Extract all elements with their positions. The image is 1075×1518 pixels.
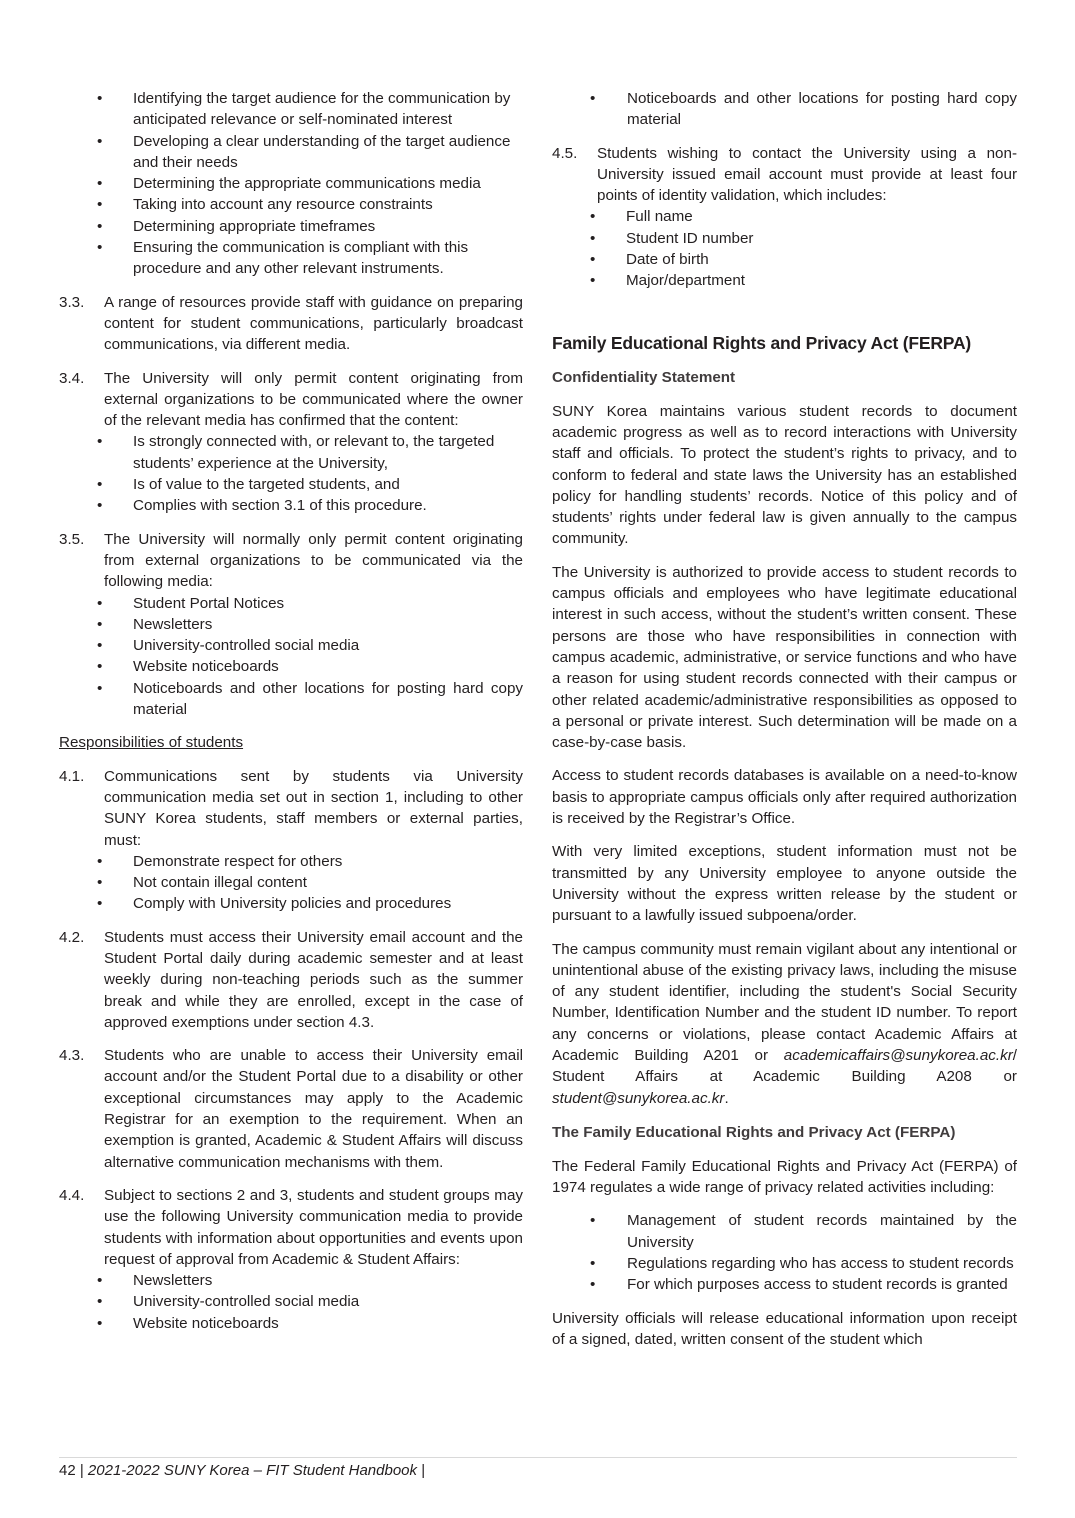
- ferpa-section-heading: Family Educational Rights and Privacy Act (FERPA): [552, 332, 972, 353]
- ferpa-bullet-list: [552, 1210, 1017, 1295]
- section-4-3: [59, 1045, 523, 1173]
- section-4-1: [59, 766, 523, 915]
- section-text: A range of resources provide staff with guidance on preparing content for student communications, particularly broadcast communications, via different media.: [104, 293, 523, 354]
- academic-affairs-email-link[interactable]: academicaffairs@sunykorea.ac.kr: [783, 1046, 1013, 1064]
- section-text: Students must access their University email account and the Student Portal daily during academic semester and at least weekly during non-teaching periods such as the summer break and while they are enrolled, except in the case of approved exemptions under section 4.3.: [104, 928, 523, 1031]
- list-item: • University-controlled social media: [104, 635, 523, 656]
- student-affairs-email-link[interactable]: student@sunykorea.ac.kr: [552, 1089, 725, 1107]
- list-item: • Comply with University policies and procedures: [104, 893, 523, 914]
- list-item: • Is strongly connected with, or relevant to, the targeted students’ experience at the University,: [104, 431, 523, 474]
- list-item: • Student ID number: [597, 228, 1017, 249]
- section-3-4: [59, 368, 523, 517]
- footer-separator: |: [75, 1462, 88, 1479]
- paragraph-text: The campus community must remain vigilant about any intentional or unintentional abuse of the existing privacy laws, including the misuse of any student identifier, including the student's Social Security Number, Identification Number and the student ID number. To report any concerns or violations, please contact Academic Affairs at Academic Building A201 or: [552, 940, 1017, 1064]
- list-item: • For which purposes access to student records is granted: [552, 1274, 1017, 1295]
- list-item: • Management of student records maintained by the University: [552, 1210, 1017, 1253]
- handbook-title: 2021-2022 SUNY Korea – FIT Student Handbook: [87, 1462, 418, 1479]
- list-item: • Identifying the target audience for the communication by anticipated relevance or self-nominated interest: [59, 88, 523, 131]
- list-item: • Newsletters: [104, 614, 523, 635]
- list-item: • Major/department: [597, 270, 1017, 291]
- section-number: 3.3.: [59, 293, 85, 311]
- paragraph-text: .: [724, 1089, 729, 1107]
- responsibilities-heading: Responsibilities of students: [59, 734, 244, 752]
- list-item: • Determining the appropriate communications media: [59, 173, 523, 194]
- list-item: • Newsletters: [104, 1270, 523, 1291]
- right-column: [552, 88, 1017, 1350]
- footer-separator: |: [417, 1462, 426, 1479]
- page-footer: [59, 1461, 425, 1481]
- list-item: • Not contain illegal content: [104, 872, 523, 893]
- paragraph: With very limited exceptions, student information must not be transmitted by any University employee to anyone outside the University without the express written release by the student or pursuant to a lawfully issued subpoena/order.: [552, 843, 1017, 925]
- list-item: • Regulations regarding who has access to student records: [552, 1253, 1017, 1274]
- paragraph: University officials will release educational information upon receipt of a signed, dated, written consent of the student which: [552, 1309, 1017, 1348]
- paragraph-text: / Student Affairs at Academic Building A208 or: [552, 1046, 1017, 1086]
- section-text: The University will normally only permit content originating from external organizations to be communicated via the following media:: [104, 530, 523, 591]
- intro-bullet-list: [59, 88, 523, 280]
- section-number: 4.1.: [59, 767, 85, 785]
- continued-bullet-list: [552, 88, 1017, 131]
- list-item: • Developing a clear understanding of the target audience and their needs: [59, 131, 523, 174]
- section-4-5: [552, 143, 1017, 292]
- section-number: 4.2.: [59, 928, 85, 946]
- section-text: Subject to sections 2 and 3, students and student groups may use the following University communication media to provide students with information about opportunities and events upon request of approval from Academic & Student Affairs:: [104, 1186, 523, 1268]
- list-item: • Ensuring the communication is compliant with this procedure and any other relevant instruments.: [59, 237, 523, 280]
- page-number: 42: [59, 1462, 76, 1479]
- list-item: • University-controlled social media: [104, 1291, 523, 1312]
- list-item: • Taking into account any resource constraints: [59, 194, 523, 215]
- list-item: • Website noticeboards: [104, 656, 523, 677]
- contact-paragraph: [552, 939, 1017, 1109]
- section-text: Students wishing to contact the University using a non-University issued email account must provide at least four points of identity validation, which includes:: [597, 144, 1017, 205]
- list-item: • Date of birth: [597, 249, 1017, 270]
- list-item: • Noticeboards and other locations for posting hard copy material: [104, 678, 523, 721]
- section-3-3: [59, 292, 523, 356]
- list-item: • Noticeboards and other locations for posting hard copy material: [552, 88, 1017, 131]
- section-4-2: [59, 927, 523, 1033]
- list-item: • Full name: [597, 206, 1017, 227]
- left-column: [59, 88, 523, 1334]
- section-number: 4.3.: [59, 1047, 85, 1065]
- section-text: The University will only permit content originating from external organizations to be communicated where the owner of the relevant media has confirmed that the content:: [104, 369, 523, 430]
- section-number: 4.5.: [552, 144, 578, 162]
- paragraph: SUNY Korea maintains various student records to document academic progress as well as to record interactions with University staff and officials. To protect the student’s rights to privacy, and to conform to federal and state laws the University has an established policy for handling students’ records. Notice of this policy and of students’ rights under federal law is given annually to the campus community.: [552, 402, 1017, 548]
- paragraph: The Federal Family Educational Rights and Privacy Act (FERPA) of 1974 regulates a wide range of privacy related activities including:: [552, 1157, 1017, 1197]
- list-item: • Complies with section 3.1 of this procedure.: [104, 495, 523, 516]
- section-number: 3.4.: [59, 369, 85, 387]
- paragraph: The University is authorized to provide access to student records to campus officials and employees who have legitimate educational interest in such access, without the student’s written consent. These persons are those who have responsibilities in connection with campus academic, administrative, or service functions and who have a reason for using student records connected with their campus or other related academic/administrative responsibilities as opposed to a personal or private interest. Such determination will be made on a case-by-case basis.: [552, 563, 1017, 752]
- footer-divider: [59, 1457, 1017, 1458]
- section-text: Students who are unable to access their University email account and/or the Student Portal due to a disability or other exceptional circumstances may apply to the Academic Registrar for an exemption to the requirement. When an exemption is granted, Academic & Student Affairs will discuss alternative communication mechanisms with them.: [104, 1047, 523, 1171]
- section-3-5: [59, 529, 523, 721]
- confidentiality-heading: Confidentiality Statement: [552, 368, 736, 386]
- list-item: • Website noticeboards: [104, 1313, 523, 1334]
- section-text: Communications sent by students via University communication media set out in section 1, including to other SUNY Korea students, staff members or external parties, must:: [104, 767, 523, 849]
- paragraph: Access to student records databases is available on a need-to-know basis to appropriate campus officials only after required authorization is received by the Registrar’s Office.: [552, 767, 1017, 828]
- section-number: 4.4.: [59, 1186, 85, 1204]
- section-4-4: [59, 1185, 523, 1334]
- list-item: • Demonstrate respect for others: [104, 851, 523, 872]
- ferpa-subheading: The Family Educational Rights and Privacy Act (FERPA): [552, 1123, 956, 1141]
- list-item: • Determining appropriate timeframes: [59, 216, 523, 237]
- section-number: 3.5.: [59, 530, 85, 548]
- list-item: • Is of value to the targeted students, and: [104, 474, 523, 495]
- list-item: • Student Portal Notices: [104, 593, 523, 614]
